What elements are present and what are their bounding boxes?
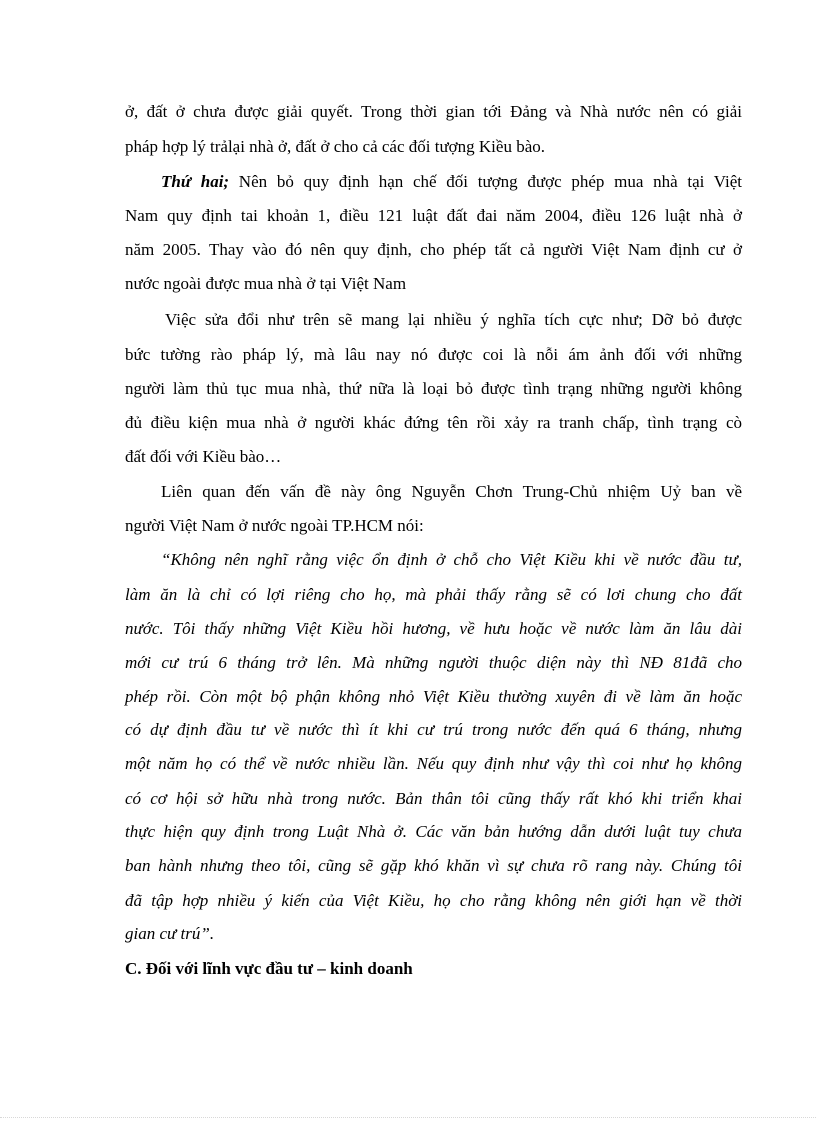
quote-line-8: có cơ hội sở hữu nhà trong nước. Bản thân tôi cũng thấy rất khó khi triển khai bbox=[125, 789, 742, 808]
paragraph-2-line-1-text: Nên bỏ quy định hạn chế đối tượng được phép mua nhà tại Việt bbox=[229, 172, 742, 191]
quote-line-11: đã tập hợp nhiều ý kiến của Việt Kiều, họ cho rằng không nên giới hạn về thời bbox=[125, 891, 742, 910]
quote-line-6: có dự định đầu tư về nước thì ít khi cư trú trong nước đến quá 6 tháng, nhưng bbox=[125, 720, 742, 739]
quote-line-4: mới cư trú 6 tháng trở lên. Mà những người thuộc diện này thì NĐ 81đã cho bbox=[125, 653, 742, 672]
paragraph-2-line-2: Nam quy định tai khoản 1, điều 121 luật đất đai năm 2004, điều 126 luật nhà ở bbox=[125, 206, 742, 225]
quote-line-2: làm ăn là chỉ có lợi riêng cho họ, mà phải thấy rằng sẽ có lơi chung cho đất bbox=[125, 585, 742, 604]
paragraph-2-line-1 bbox=[161, 172, 742, 192]
paragraph-1-line-2: pháp hợp lý trảlại nhà ở, đất ở cho cả các đối tượng Kiều bào. bbox=[125, 137, 545, 156]
paragraph-3-line-1: Việc sửa đổi như trên sẽ mang lại nhiều ý nghĩa tích cực như; Dỡ bỏ được bbox=[165, 310, 742, 329]
quote-line-5: phép rồi. Còn một bộ phận không nhỏ Việt Kiều thường xuyên đi về làm ăn hoặc bbox=[125, 687, 742, 706]
page-bottom-divider bbox=[0, 1117, 816, 1118]
paragraph-3-line-4: đủ điều kiện mua nhà ở người khác đứng tên rồi xảy ra tranh chấp, tình trạng cò bbox=[125, 413, 742, 432]
quote-line-7: một năm họ có thể về nước nhiều lần. Nếu quy định như vậy thì coi như họ không bbox=[125, 754, 742, 773]
quote-line-12: gian cư trú”. bbox=[125, 924, 215, 943]
quote-line-3: nước. Tôi thấy những Việt Kiều hồi hương, về hưu hoặc về nước làm ăn lâu dài bbox=[125, 619, 742, 638]
paragraph-2-line-4: nước ngoài được mua nhà ở tại Việt Nam bbox=[125, 274, 407, 293]
paragraph-1-line-1: ở, đất ở chưa được giải quyết. Trong thời gian tới Đảng và Nhà nước nên có giải bbox=[125, 102, 742, 121]
quote-line-9: thực hiện quy định trong Luật Nhà ở. Các văn bản hướng dẫn dưới luật tuy chưa bbox=[125, 822, 742, 841]
paragraph-4-line-1: Liên quan đến vấn đề này ông Nguyễn Chơn Trung-Chủ nhiệm Uỷ ban về bbox=[161, 482, 742, 501]
paragraph-3-line-3: người làm thủ tục mua nhà, thứ nữa là loại bỏ được tình trạng những người không bbox=[125, 379, 742, 398]
quote-line-10: ban hành nhưng theo tôi, cũng sẽ gặp khó khăn vì sự chưa rõ rang này. Chúng tôi bbox=[125, 856, 742, 875]
paragraph-3-line-2: bức tường rào pháp lý, mà lâu nay nó được coi là nỗi ám ảnh đối với những bbox=[125, 345, 742, 364]
quote-line-1: “Không nên nghĩ rằng việc ổn định ở chỗ cho Việt Kiều khi về nước đầu tư, bbox=[161, 550, 742, 569]
paragraph-2-line-3: năm 2005. Thay vào đó nên quy định, cho phép tất cả người Việt Nam định cư ở bbox=[125, 240, 742, 259]
section-heading: C. Đối với lĩnh vực đầu tư – kinh doanh bbox=[125, 959, 413, 978]
paragraph-3-line-5: đất đối với Kiều bào… bbox=[125, 447, 282, 466]
paragraph-2-lead: Thứ hai; bbox=[161, 172, 230, 191]
paragraph-4-line-2: người Việt Nam ở nước ngoài TP.HCM nói: bbox=[125, 516, 424, 535]
